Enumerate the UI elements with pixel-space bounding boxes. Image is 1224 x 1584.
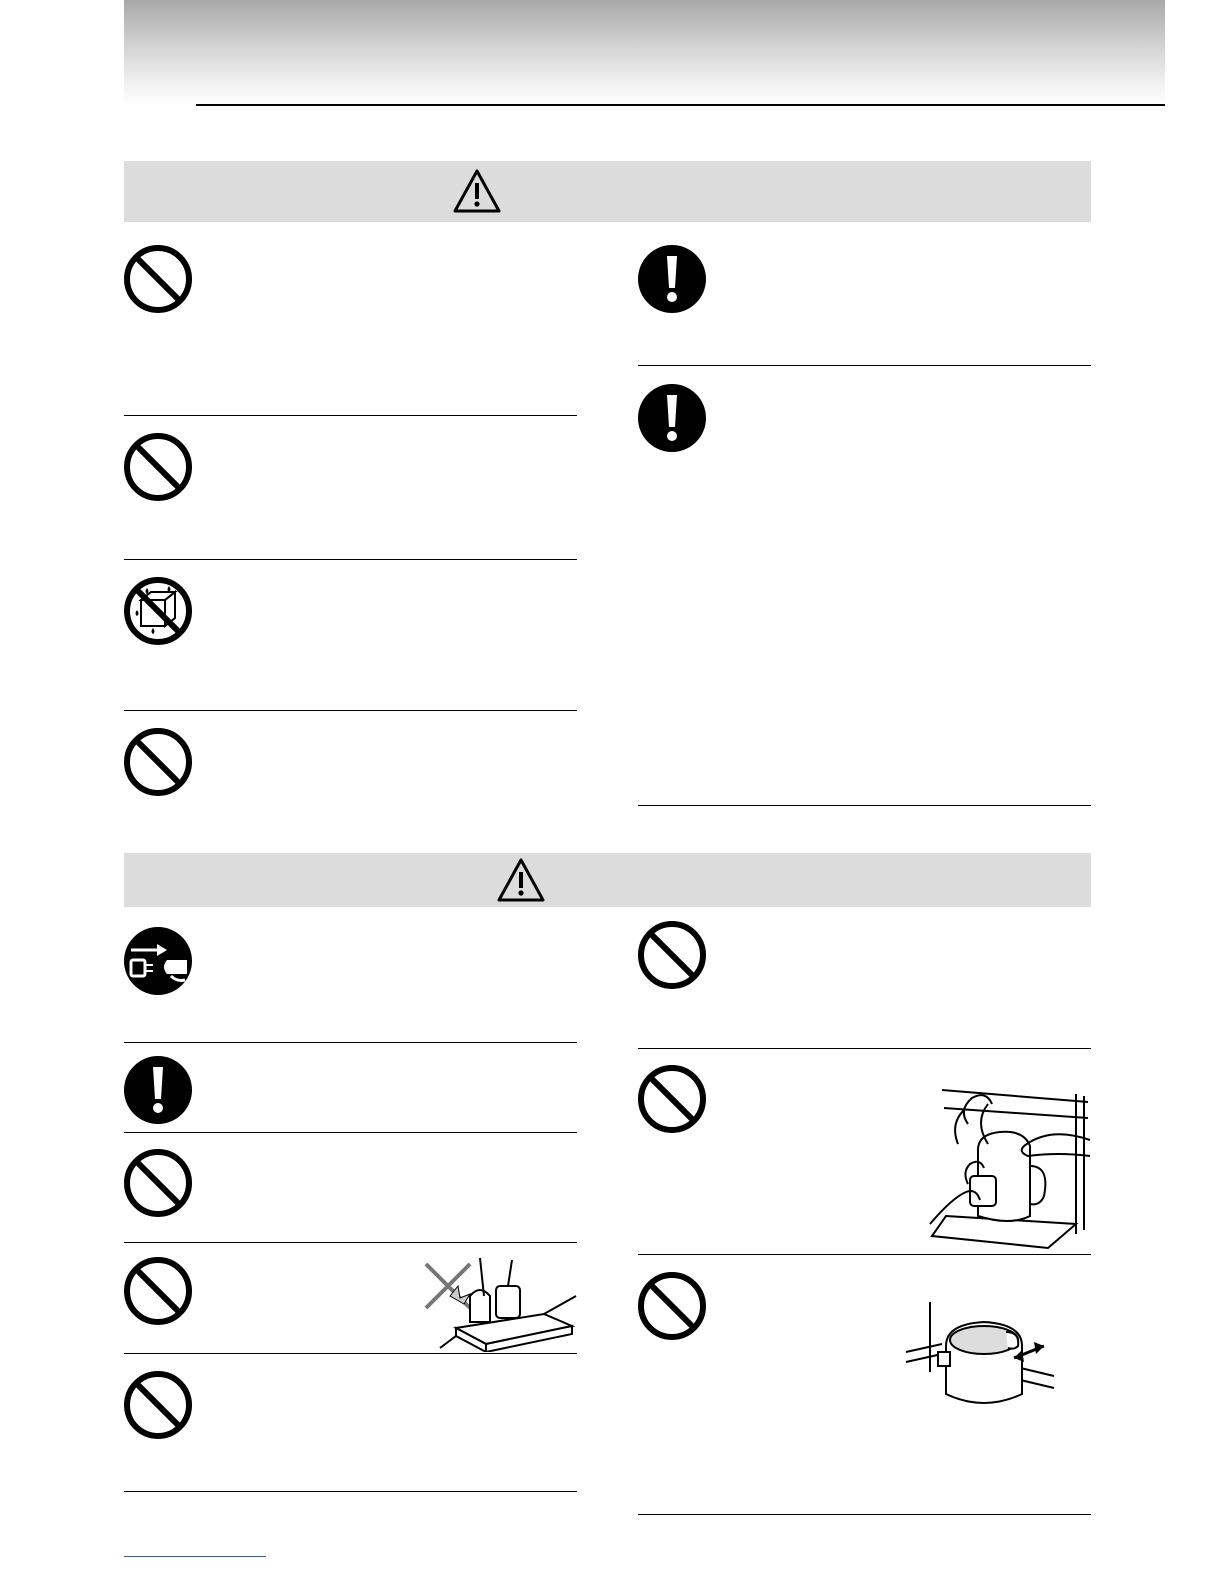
divider	[124, 1132, 577, 1133]
prohibition-icon	[637, 1271, 707, 1341]
mandatory-icon	[637, 383, 707, 453]
caution-triangle-icon	[496, 857, 546, 903]
divider	[124, 710, 577, 711]
prohibition-icon	[123, 727, 193, 797]
divider	[638, 805, 1091, 806]
no-water-icon	[123, 576, 193, 646]
divider	[638, 1048, 1091, 1049]
unplug-icon	[123, 926, 193, 996]
prohibition-icon	[123, 1148, 193, 1218]
header-rule	[196, 104, 1165, 106]
prohibition-icon	[637, 1064, 707, 1134]
divider	[124, 1042, 577, 1043]
prohibition-icon	[123, 1370, 193, 1440]
pot-near-wall-illustration	[902, 1300, 1058, 1412]
steam-under-cabinet-illustration	[928, 1084, 1092, 1250]
prohibition-icon	[637, 920, 707, 990]
mandatory-icon	[123, 1055, 193, 1125]
footer-link-underline	[124, 1556, 266, 1557]
caution-band	[124, 853, 1091, 907]
divider	[124, 415, 577, 416]
warning-triangle-icon	[452, 168, 502, 214]
divider	[124, 1242, 577, 1243]
prohibition-icon	[123, 432, 193, 502]
prohibition-icon	[123, 1256, 193, 1326]
overloaded-outlet-illustration	[420, 1256, 580, 1352]
prohibition-icon	[123, 244, 193, 314]
footer-link[interactable]	[124, 1540, 266, 1554]
warning-band	[124, 161, 1091, 222]
divider	[638, 365, 1091, 366]
divider	[638, 1514, 1091, 1515]
divider	[124, 559, 577, 560]
page-title	[210, 40, 1110, 80]
divider	[124, 1491, 577, 1492]
divider	[124, 1353, 577, 1354]
divider	[638, 1254, 1091, 1255]
mandatory-icon	[637, 244, 707, 314]
